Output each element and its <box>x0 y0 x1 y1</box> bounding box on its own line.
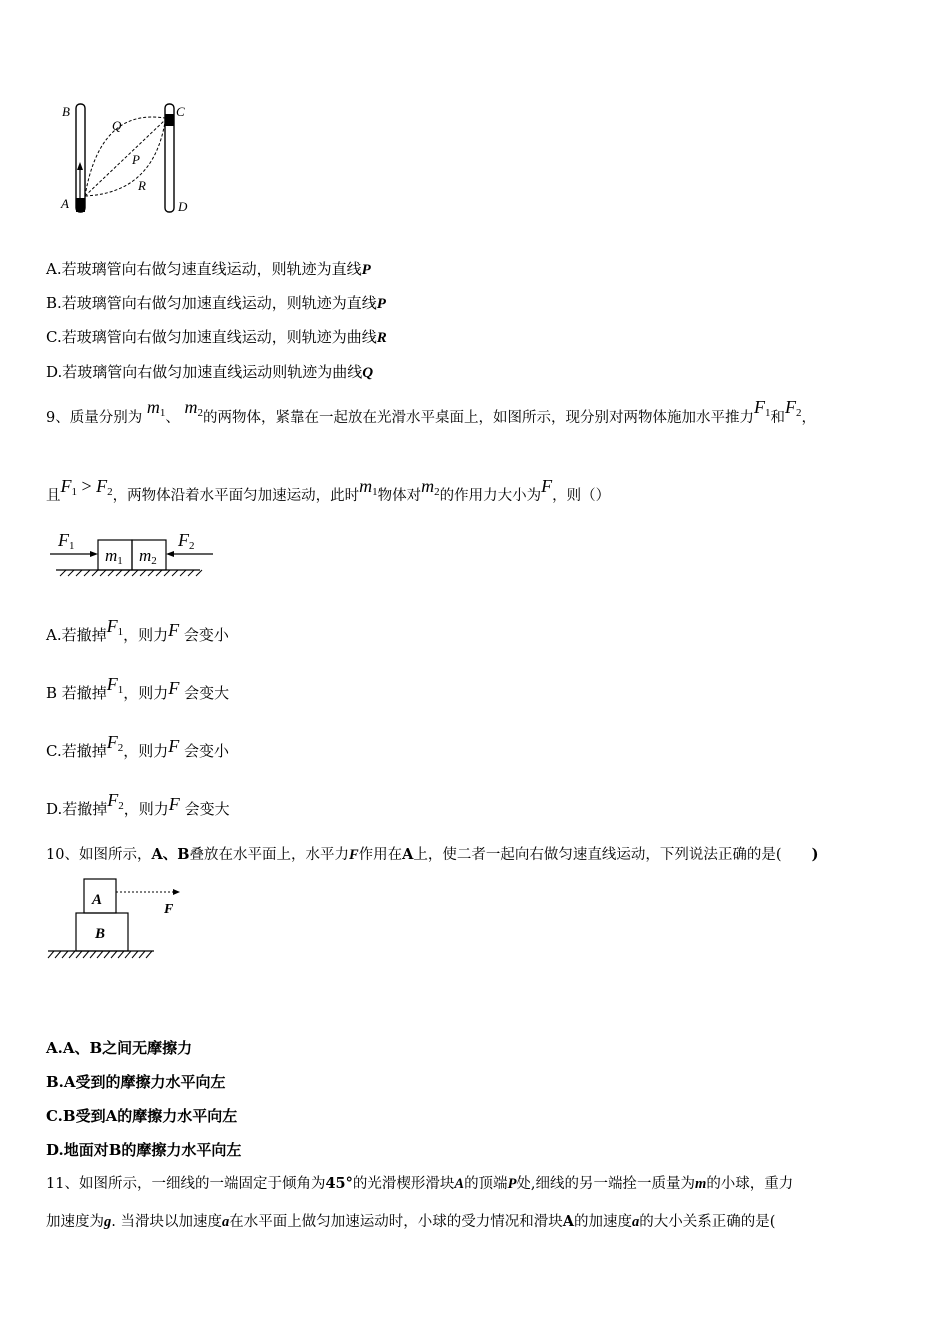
q11-prefix: 11、如图所示，一细线的一端固定于倾角为 <box>46 1176 326 1192</box>
q9-m2-b: m <box>421 476 435 496</box>
q9-stem-end: ，则（） <box>552 488 611 504</box>
q9-option-d-pre: D.若撤掉 <box>46 800 108 818</box>
q11-body2: 的顶端 <box>464 1176 508 1192</box>
block-m2-label: m2 <box>139 546 157 567</box>
q11-body5: 加速度为 <box>46 1214 104 1230</box>
q9-f1-sub: 1 <box>764 407 771 419</box>
q9-f1: F <box>753 397 765 417</box>
ground-hatch-2 <box>48 951 152 958</box>
q9-option-c-sub: 2 <box>117 742 124 754</box>
q11-stem-line2 <box>46 1212 775 1232</box>
fig1-label-d: D <box>178 199 188 214</box>
q9-option-a-f: F <box>106 616 118 636</box>
right-tube-block <box>165 114 174 126</box>
q11-stem-line1 <box>46 1174 793 1194</box>
q8-option-d-letter: Q <box>362 365 374 381</box>
q11-body3: 处,细线的另一端拴一质量为 <box>516 1176 696 1192</box>
q9-option-a <box>46 616 229 650</box>
q9-option-d-sub: 2 <box>118 800 124 812</box>
q9-sep: 、 <box>165 410 180 426</box>
q10-body2: 作用在 <box>358 847 403 863</box>
q11-accel-2: a <box>631 1214 640 1230</box>
q9-m1-b-sub: 1 <box>372 486 378 498</box>
q11-m: m <box>695 1176 707 1192</box>
q10-body1: 叠放在水平面上，水平力 <box>189 847 349 863</box>
q9-m1-b: m <box>359 476 373 496</box>
left-tube-block <box>76 198 85 212</box>
force-f2-arrowhead <box>166 551 174 557</box>
q9-stem-line2 <box>46 476 611 510</box>
q9-qie: 且 <box>46 488 61 504</box>
block-a-label: A <box>92 892 103 908</box>
q9-option-b-sub: 1 <box>117 684 124 696</box>
q8-option-b <box>46 293 386 314</box>
q9-and: 和 <box>770 410 785 426</box>
q9-option-a-pre: A.若撤掉 <box>46 626 107 644</box>
q9-cond-f1: F <box>60 476 72 496</box>
two-blocks-figure <box>48 526 223 586</box>
q9-force-f: F <box>541 476 553 496</box>
q8-option-d-text: D.若玻璃管向右做匀加速直线运动则轨迹为曲线 <box>46 363 363 381</box>
q11-g: g <box>104 1214 112 1230</box>
fig1-label-a: A <box>61 196 69 211</box>
force-f1-arrowhead <box>90 551 98 557</box>
force-f2-label: F2 <box>178 530 195 552</box>
q8-option-d <box>46 362 373 383</box>
tube-trajectory-figure <box>58 98 198 223</box>
stacked-blocks-figure <box>44 874 194 966</box>
force-f1-label: F1 <box>58 530 75 552</box>
q10-option-a: A.A、B之间无摩擦力 <box>46 1039 193 1057</box>
q10-a: A <box>402 846 414 863</box>
q9-m1: m <box>146 397 160 417</box>
q9-m2-sub: 2 <box>197 407 203 419</box>
q11-body6: . 当滑块以加速度 <box>111 1214 222 1230</box>
q9-option-c <box>46 732 230 766</box>
q8-option-a-text: A.若玻璃管向右做匀速直线运动，则轨迹为直线 <box>46 260 362 278</box>
q10-stem <box>46 845 818 865</box>
q9-comma: ， <box>801 410 816 426</box>
fig1-label-r: R <box>138 178 146 193</box>
block-m1-label: m1 <box>105 546 123 567</box>
q9-option-b-mid: ，则力 <box>123 684 169 702</box>
q9-option-d <box>46 790 230 824</box>
q9-option-a-sub: 1 <box>117 626 124 638</box>
q9-f2-sub: 2 <box>795 407 802 419</box>
q9-option-d-force: F <box>168 794 180 814</box>
q10-option-b: B.A受到的摩擦力水平向左 <box>46 1073 226 1091</box>
q9-option-d-mid: ，则力 <box>123 800 169 818</box>
q10-f: F <box>348 847 359 863</box>
q8-option-c <box>46 327 387 348</box>
fig1-label-c: C <box>176 104 185 119</box>
q11-angle: 45° <box>325 1175 353 1192</box>
q9-stem-body1: 的两物体，紧靠在一起放在光滑水平桌面上，如图所示，现分别对两物体施加水平推力 <box>202 410 754 426</box>
fig1-label-b: B <box>62 104 70 119</box>
q9-option-a-post: 会变小 <box>183 626 229 644</box>
q9-stem-body4: 的作用力大小为 <box>439 488 542 504</box>
force-f-arrowhead <box>173 889 180 895</box>
q11-body1: 的光滑楔形滑块 <box>352 1176 455 1192</box>
q9-stem-body2: ，两物体沿着水平面匀加速运动，此时 <box>112 488 360 504</box>
q9-m1-sub: 1 <box>159 407 166 419</box>
q9-cond-f1-sub: 1 <box>71 486 77 498</box>
q11-body7: 在水平面上做匀加速运动时，小球的受力情况和滑块 <box>229 1214 563 1230</box>
q9-stem-body3: 物体对 <box>377 488 422 504</box>
fig1-label-p: P <box>132 152 140 167</box>
q9-stem-line1 <box>46 397 816 432</box>
q9-cond-f2-sub: 2 <box>107 486 113 498</box>
q8-option-a-letter: P <box>361 262 371 278</box>
q11-body8: 的加速度 <box>573 1214 632 1230</box>
q11-body4: 的小球，重力 <box>706 1176 794 1192</box>
q9-cond-f2: F <box>96 476 108 496</box>
left-tube-arrowhead <box>77 162 83 170</box>
q11-accel-1: a <box>221 1214 230 1230</box>
q9-option-c-mid: ，则力 <box>123 742 169 760</box>
q9-option-b-f: F <box>106 674 118 694</box>
q9-m2: m <box>184 397 198 417</box>
q10-body3: 上，使二者一起向右做匀速直线运动，下列说法正确的是( <box>413 847 782 863</box>
q8-option-a <box>46 259 371 280</box>
q10-close-paren: ) <box>811 846 819 863</box>
q9-option-d-post: 会变大 <box>184 800 230 818</box>
force-f-label: F <box>164 902 174 917</box>
q8-option-b-letter: P <box>376 296 386 312</box>
q9-option-b-post: 会变大 <box>184 684 230 702</box>
q10-prefix: 10、如图所示， <box>46 847 152 863</box>
q9-prefix: 9、质量分别为 <box>46 410 143 426</box>
fig1-label-q: Q <box>112 118 122 133</box>
q9-option-c-force: F <box>168 736 180 756</box>
q11-p: P <box>507 1176 517 1192</box>
q9-option-a-force: F <box>168 620 180 640</box>
q9-m2-b-sub: 2 <box>434 486 440 498</box>
q9-option-a-mid: ，则力 <box>123 626 169 644</box>
q9-option-b-force: F <box>168 678 180 698</box>
q9-option-b-pre: B 若撤掉 <box>46 684 107 702</box>
block-b-label: B <box>95 926 106 942</box>
q9-option-c-f: F <box>106 732 118 752</box>
q10-option-c: C.B受到A的摩擦力水平向左 <box>46 1107 238 1125</box>
q9-option-d-f: F <box>107 790 119 810</box>
q8-option-b-text: B.若玻璃管向右做匀加速直线运动，则轨迹为直线 <box>46 294 377 312</box>
q11-a2: A <box>562 1213 574 1230</box>
q9-f2: F <box>784 397 796 417</box>
ground-hatch <box>60 570 202 576</box>
q9-option-c-post: 会变小 <box>184 742 230 760</box>
q11-a: A <box>454 1176 465 1192</box>
q10-option-d: D.地面对B的摩擦力水平向左 <box>46 1141 242 1159</box>
q8-option-c-text: C.若玻璃管向右做匀加速直线运动，则轨迹为曲线 <box>46 328 377 346</box>
q9-option-b <box>46 674 230 708</box>
q11-body9: 的大小关系正确的是( <box>639 1214 776 1230</box>
q10-ab: A、B <box>151 846 190 863</box>
q8-option-c-letter: R <box>376 330 387 346</box>
q9-gt: > <box>77 476 97 496</box>
q9-option-c-pre: C.若撤掉 <box>46 742 107 760</box>
